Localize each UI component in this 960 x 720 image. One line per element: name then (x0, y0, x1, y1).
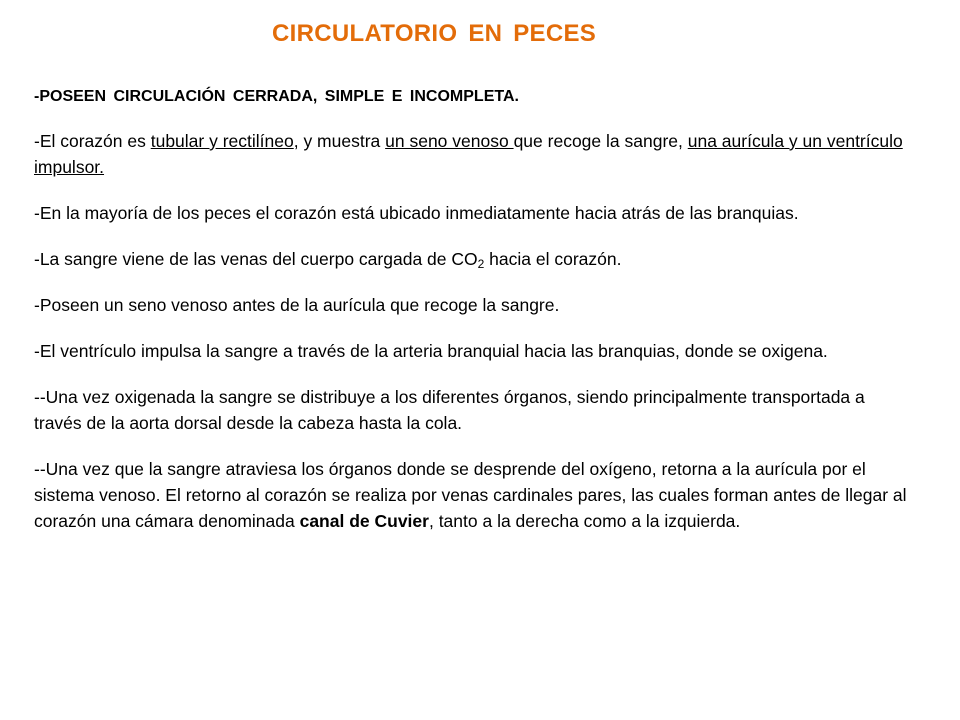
paragraph-heart-location: -En la mayoría de los peces el corazón está ubicado inmediatamente hacia atrás de las branquias. (34, 203, 799, 223)
paragraph-seno-venoso: -Poseen un seno venoso antes de la aurícula que recoge la sangre. (34, 295, 560, 315)
text-segment: , y muestra (293, 131, 386, 151)
underlined-seno-venoso: un seno venoso (385, 131, 514, 151)
bold-canal-de-cuvier: canal de Cuvier (299, 511, 429, 531)
underlined-auricula-ventriculo: una aurícula y un ventrículo impulsor. (34, 131, 903, 177)
text-segment: -El corazón es (34, 131, 151, 151)
paragraph-ventricle: -El ventrículo impulsa la sangre a través de la arteria branquial hacia las branquias, donde se oxigena. (34, 341, 828, 361)
paragraph-blood-co2 (34, 246, 914, 272)
text-segment: , tanto a la derecha como a la izquierda. (428, 511, 741, 531)
paragraph-heart-structure (34, 128, 914, 180)
text-segment: que recoge la sangre, (513, 131, 688, 151)
page-title: CIRCULATORIO EN PECES (272, 20, 597, 47)
paragraph-venous-return (34, 456, 914, 534)
slide-content (34, 84, 914, 554)
paragraph-circulation-type: -POSEEN CIRCULACIÓN CERRADA, SIMPLE E INCOMPLETA. (34, 88, 519, 105)
subscript-2: 2 (477, 257, 485, 271)
paragraph-oxygenated-blood: --Una vez oxigenada la sangre se distribuye a los diferentes órganos, siendo principalmente transportada a través de la aorta dorsal desde la cabeza hasta la cola. (34, 387, 865, 433)
text-segment: -La sangre viene de las venas del cuerpo cargada de CO (34, 249, 478, 269)
underlined-tubular: tubular y rectilíneo (150, 131, 294, 151)
text-segment: hacia el corazón. (484, 249, 622, 269)
text-segment: --Una vez que la sangre atraviesa los órganos donde se desprende del oxígeno, retorna a la aurícula por el sistema venoso. El retorno al corazón se realiza por venas cardinales pares, las cuales forman antes de llegar al corazón una cámara denominada (34, 459, 907, 531)
